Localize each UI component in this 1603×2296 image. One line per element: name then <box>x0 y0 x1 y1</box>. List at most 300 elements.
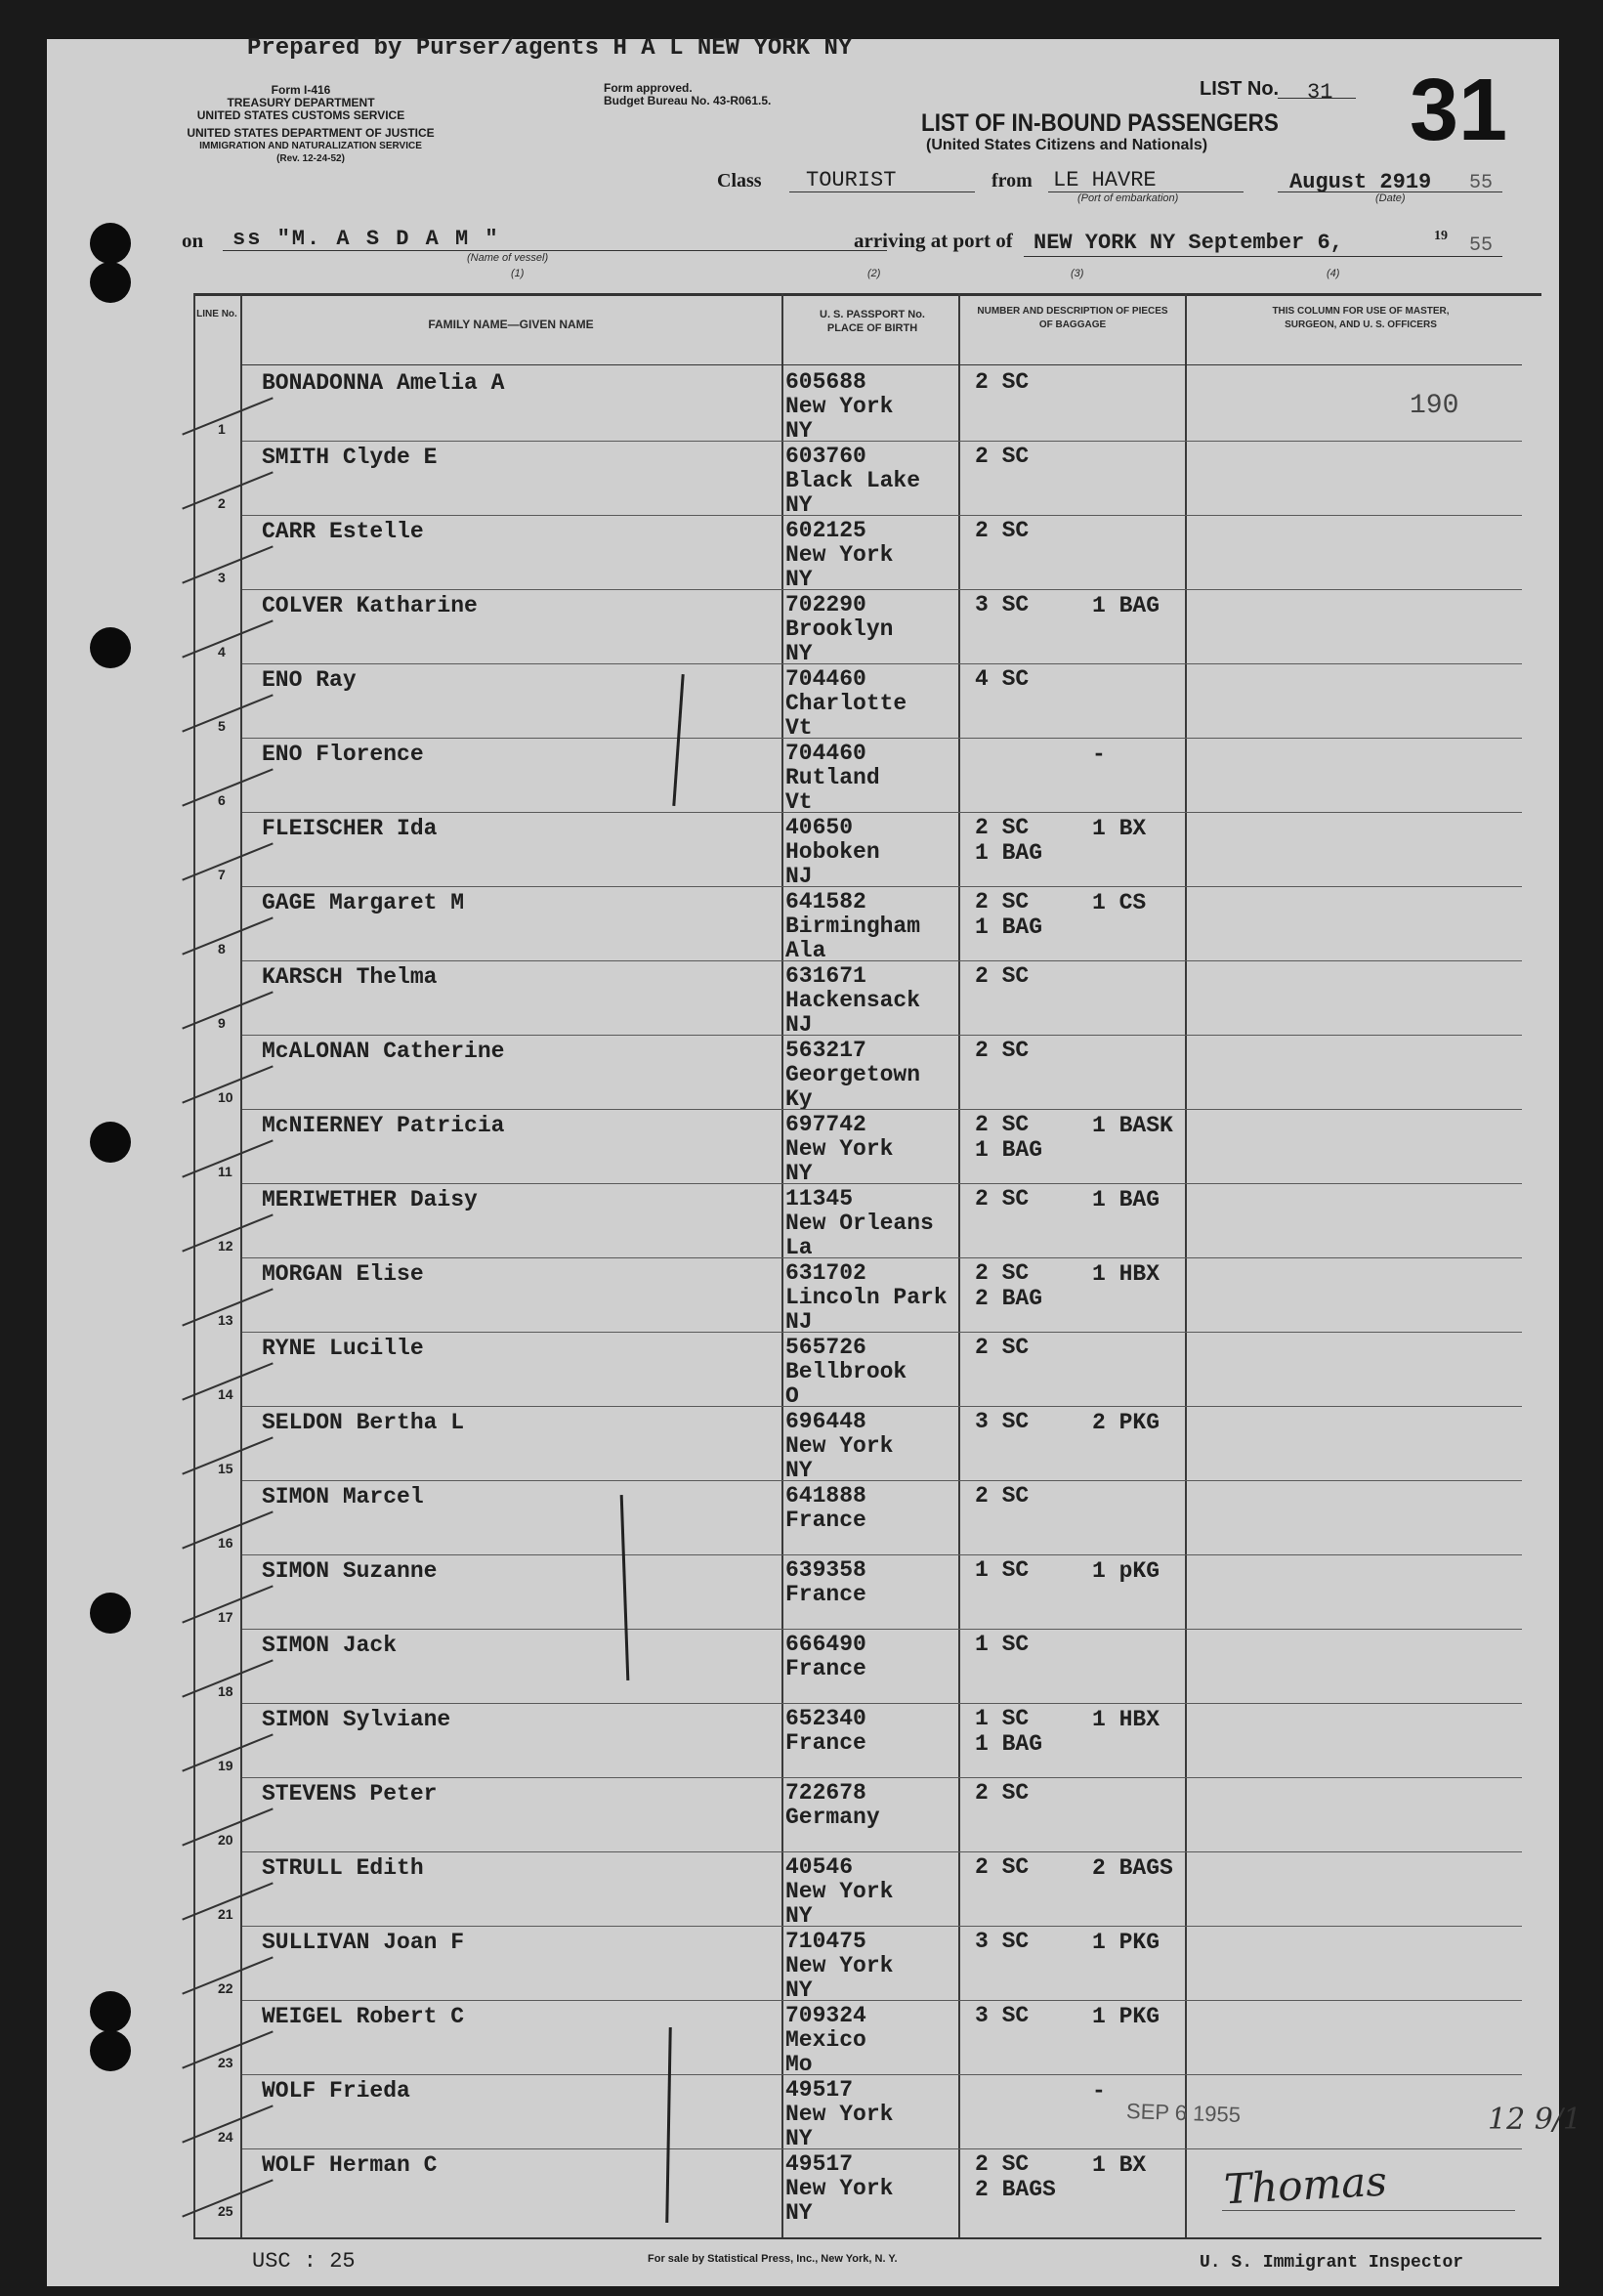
passenger-name: SIMON Jack <box>262 1633 398 1658</box>
col-officers: THIS COLUMN FOR USE OF MASTER, SURGEON, AND U. S. OFFICERS <box>1272 306 1450 330</box>
officer-note: 190 <box>1410 391 1459 421</box>
row-divider <box>242 812 1522 813</box>
baggage-count: 1 SC <box>975 1557 1030 1583</box>
passport-number: 702290 <box>785 592 866 617</box>
baggage-extra: 1 BAG <box>1092 1187 1160 1212</box>
date-stamp: SEP 6 1955 <box>1125 2098 1242 2128</box>
birth-state: NY <box>785 641 813 666</box>
passport-number: 641888 <box>785 1483 866 1509</box>
table-row <box>47 1035 1559 1112</box>
passenger-name: MORGAN Elise <box>262 1261 424 1287</box>
line-number: 1 <box>218 421 226 437</box>
prepared-by: Prepared by Purser/agents H A L NEW YORK NY <box>247 35 853 62</box>
line-number: 3 <box>218 570 226 585</box>
passport-number: 49517 <box>785 2151 854 2177</box>
line-number: 21 <box>218 1906 233 1922</box>
birth-state: NY <box>785 418 813 444</box>
row-divider <box>242 2074 1522 2075</box>
passenger-name: CARR Estelle <box>262 519 424 544</box>
row-divider <box>242 1257 1522 1258</box>
passport-number: 605688 <box>785 369 866 395</box>
check-mark <box>182 842 273 880</box>
baggage-count: 1 SC <box>975 1632 1030 1657</box>
row-divider <box>242 1109 1522 1110</box>
line-number: 14 <box>218 1386 233 1402</box>
baggage-extra: 1 BAG <box>1092 593 1160 618</box>
list-no-label: LIST No. <box>1200 78 1280 100</box>
place-of-birth: Birmingham <box>785 914 921 939</box>
passport-number: 11345 <box>785 1186 854 1212</box>
row-divider <box>242 1777 1522 1778</box>
row-divider <box>242 1480 1522 1481</box>
table-row <box>47 1480 1559 1554</box>
baggage-second-line: 1 BAG <box>975 840 1043 866</box>
line-number: 24 <box>218 2129 233 2145</box>
table-row <box>47 1703 1559 1777</box>
place-of-birth: Charlotte <box>785 691 907 716</box>
caption-1: (1) <box>511 268 525 279</box>
baggage-count: 3 SC <box>975 592 1030 617</box>
form-subtitle: (United States Citizens and Nationals) <box>926 137 1208 153</box>
passenger-name: McNIERNEY Patricia <box>262 1113 505 1138</box>
table-row <box>47 1926 1559 2003</box>
col-baggage: NUMBER AND DESCRIPTION OF PIECES OF BAGGAGE <box>977 306 1168 330</box>
caption-3: (3) <box>1071 268 1084 279</box>
baggage-count: 2 SC <box>975 369 1030 395</box>
table-row <box>47 441 1559 518</box>
passport-block <box>785 445 920 518</box>
baggage-second-line: 1 BAG <box>975 1731 1043 1757</box>
passenger-name: FLEISCHER Ida <box>262 816 438 841</box>
passport-block <box>785 1855 893 1929</box>
line-number: 17 <box>218 1609 233 1625</box>
birth-state: Ky <box>785 1086 813 1112</box>
birth-state: NJ <box>785 1309 813 1335</box>
passport-block <box>785 2078 893 2151</box>
passport-block <box>785 2004 866 2077</box>
baggage-count: 4 SC <box>975 666 1030 692</box>
form-approved <box>604 82 771 107</box>
passport-number: 40650 <box>785 815 854 840</box>
passport-block <box>785 1039 920 1112</box>
line-number: 4 <box>218 644 226 659</box>
header-rule <box>240 364 1522 365</box>
passenger-name: ENO Florence <box>262 742 424 767</box>
check-mark <box>182 694 273 732</box>
baggage-count: 3 SC <box>975 2003 1030 2028</box>
line-number: 19 <box>218 1758 233 1773</box>
passport-number: 639358 <box>785 1557 866 1583</box>
list-no-value: 31 <box>1307 80 1333 105</box>
punch-hole <box>90 262 131 303</box>
on-label: on <box>182 229 204 252</box>
baggage-extra: 1 HBX <box>1092 1707 1160 1732</box>
usc-count: USC : 25 <box>252 2249 356 2274</box>
row-divider <box>242 1851 1522 1852</box>
line-number: 10 <box>218 1089 233 1105</box>
class-rule <box>789 191 975 192</box>
check-mark <box>182 991 273 1029</box>
inspector-initials: 12 9/1 <box>1488 2103 1582 2137</box>
line-number: 11 <box>218 1164 232 1179</box>
line-number: 8 <box>218 941 226 957</box>
arriving-label: arriving at port of <box>854 229 1013 252</box>
table-row <box>47 1406 1559 1483</box>
passenger-name: RYNE Lucille <box>262 1336 424 1361</box>
passenger-name: SMITH Clyde E <box>262 445 438 470</box>
check-mark <box>182 471 273 509</box>
passport-block <box>785 1113 893 1186</box>
baggage-second-line: 1 BAG <box>975 1137 1043 1163</box>
birth-state: NY <box>785 1458 813 1483</box>
passenger-name: STEVENS Peter <box>262 1781 438 1807</box>
line-number: 16 <box>218 1535 233 1551</box>
table-row <box>47 886 1559 963</box>
table-row <box>47 2074 1559 2151</box>
place-of-birth: France <box>785 1730 866 1756</box>
date-caption: (Date) <box>1375 192 1406 204</box>
birth-state: Vt <box>785 715 813 741</box>
baggage-count: 2 SC <box>975 1186 1030 1212</box>
department-block <box>164 127 457 165</box>
line-number: 2 <box>218 495 226 511</box>
form-title: LIST OF IN-BOUND PASSENGERS <box>921 109 1279 137</box>
passport-block <box>785 1484 866 1533</box>
port-caption: (Port of embarkation) <box>1077 192 1179 204</box>
baggage-count: 3 SC <box>975 1929 1030 1954</box>
vessel-name: ss "M. A S D A M " <box>232 227 500 251</box>
passenger-name: McALONAN Catherine <box>262 1039 505 1064</box>
baggage-extra: 1 pKG <box>1092 1558 1160 1584</box>
row-divider <box>242 1406 1522 1407</box>
place-of-birth: France <box>785 1582 866 1607</box>
passenger-name: SELDON Bertha L <box>262 1410 465 1435</box>
passenger-name: WOLF Herman C <box>262 2152 438 2178</box>
table-row <box>47 812 1559 889</box>
port-of-embarkation: LE HAVRE <box>1053 168 1157 192</box>
row-divider <box>242 663 1522 664</box>
place-of-birth: New York <box>785 542 894 568</box>
baggage-second-line: 2 BAGS <box>975 2177 1056 2202</box>
birth-state: O <box>785 1383 799 1409</box>
place-of-birth: New York <box>785 1953 894 1978</box>
baggage-count: 2 SC <box>975 1780 1030 1806</box>
birth-state: NJ <box>785 864 813 889</box>
place-of-birth: Rutland <box>785 765 880 790</box>
place-of-birth: Bellbrook <box>785 1359 907 1384</box>
birth-state: NY <box>785 567 813 592</box>
table-row <box>47 515 1559 592</box>
arrival-year: 55 <box>1469 234 1494 257</box>
form-line: Form I-416 <box>271 83 331 97</box>
table-row <box>47 1777 1559 1851</box>
passport-block <box>785 742 880 815</box>
passenger-name: STRULL Edith <box>262 1855 424 1881</box>
place-of-birth: Mexico <box>785 2027 866 2053</box>
check-mark <box>182 397 273 435</box>
passport-number: 40546 <box>785 1854 854 1880</box>
line-number: 5 <box>218 718 226 734</box>
passenger-name: ENO Ray <box>262 667 357 693</box>
vessel-rule <box>223 250 887 251</box>
birth-state: NJ <box>785 1012 813 1038</box>
line-number: 18 <box>218 1683 233 1699</box>
line-number: 7 <box>218 867 226 882</box>
line-number: 13 <box>218 1312 233 1328</box>
place-of-birth: New York <box>785 1433 894 1459</box>
line-number: 25 <box>218 2203 233 2219</box>
passenger-name: BONADONNA Amelia A <box>262 370 505 396</box>
passport-number: 602125 <box>785 518 866 543</box>
baggage-count: 2 SC <box>975 1335 1030 1360</box>
place-of-birth: France <box>785 1656 866 1681</box>
class-label: Class <box>717 170 762 191</box>
table-row <box>47 738 1559 815</box>
check-mark <box>182 916 273 955</box>
birth-state: Vt <box>785 789 813 815</box>
table-row <box>47 1332 1559 1409</box>
baggage-count: 2 SC <box>975 1038 1030 1063</box>
table-row <box>47 1109 1559 1186</box>
baggage-count: 2 SC <box>975 815 1030 840</box>
row-divider <box>242 1332 1522 1333</box>
passport-number: 722678 <box>785 1780 866 1806</box>
passenger-name: GAGE Margaret M <box>262 890 465 915</box>
baggage-count: 2 SC <box>975 1112 1030 1137</box>
place-of-birth: Lincoln Park <box>785 1285 948 1310</box>
caption-4: (4) <box>1327 268 1340 279</box>
table-row <box>47 2000 1559 2077</box>
table-row <box>47 366 1559 444</box>
passenger-name: WOLF Frieda <box>262 2078 410 2104</box>
list-date: August 2919 <box>1289 170 1432 194</box>
row-divider <box>242 1703 1522 1704</box>
table-top-border <box>193 293 1541 296</box>
table-row <box>47 1851 1559 1929</box>
dept-line: UNITED STATES DEPARTMENT OF JUSTICE <box>187 126 435 140</box>
place-of-birth: Georgetown <box>785 1062 921 1087</box>
place-of-birth: New York <box>785 1136 894 1162</box>
form-line: UNITED STATES CUSTOMS SERVICE <box>196 108 405 122</box>
birth-state: NY <box>785 2126 813 2151</box>
passport-number: 704460 <box>785 741 866 766</box>
passport-block <box>785 1410 893 1483</box>
punch-hole <box>90 1991 131 2032</box>
passport-number: 709324 <box>785 2003 866 2028</box>
row-divider <box>242 441 1522 442</box>
birth-state: NY <box>785 1903 813 1929</box>
place-of-birth: France <box>785 1508 866 1533</box>
punch-hole <box>90 1122 131 1163</box>
passenger-name: SIMON Sylviane <box>262 1707 451 1732</box>
passenger-name: SIMON Suzanne <box>262 1558 438 1584</box>
row-divider <box>242 2000 1522 2001</box>
place-of-birth: New Orleans <box>785 1211 934 1236</box>
punch-hole <box>90 1593 131 1634</box>
line-number: 15 <box>218 1461 233 1476</box>
passport-block <box>785 519 893 592</box>
list-no-big: 31 <box>1410 62 1508 159</box>
birth-state: La <box>785 1235 813 1260</box>
row-divider <box>242 1035 1522 1036</box>
table-row <box>47 1554 1559 1629</box>
row-divider <box>242 960 1522 961</box>
passport-block <box>785 890 920 963</box>
passport-block <box>785 1336 907 1409</box>
baggage-extra: 1 PKG <box>1092 1930 1160 1955</box>
signature-line <box>1222 2210 1515 2211</box>
check-mark <box>182 619 273 658</box>
baggage-extra: 1 BASK <box>1092 1113 1173 1138</box>
baggage-extra: - <box>1092 742 1106 767</box>
baggage-count: 2 SC <box>975 2151 1030 2177</box>
arrival-year-prefix: 19 <box>1434 229 1448 243</box>
baggage-count: 2 SC <box>975 963 1030 989</box>
col-line-no: LINE No. <box>196 309 237 319</box>
table-row <box>47 589 1559 666</box>
table-row <box>47 960 1559 1038</box>
birth-state: NY <box>785 1161 813 1186</box>
passenger-name: WEIGEL Robert C <box>262 2004 465 2029</box>
baggage-count: 2 SC <box>975 1483 1030 1509</box>
line-number: 9 <box>218 1015 226 1031</box>
passport-number: 565726 <box>785 1335 866 1360</box>
baggage-extra: 1 BX <box>1092 816 1147 841</box>
form-approved-line: Budget Bureau No. 43-R061.5. <box>604 94 772 107</box>
birth-state: Mo <box>785 2052 813 2077</box>
line-number: 22 <box>218 1980 233 1996</box>
passport-number: 696448 <box>785 1409 866 1434</box>
line-number: 20 <box>218 1832 233 1848</box>
printer-credit: For sale by Statistical Press, Inc., New York, N. Y. <box>648 2253 898 2265</box>
place-of-birth: Hoboken <box>785 839 880 865</box>
passport-number: 704460 <box>785 666 866 692</box>
arrival-rule <box>1024 256 1502 257</box>
passenger-name: MERIWETHER Daisy <box>262 1187 478 1212</box>
check-mark <box>182 545 273 583</box>
arrival-port: NEW YORK NY September 6, <box>1034 231 1343 255</box>
list-date-year: 55 <box>1469 172 1494 194</box>
manifest-page <box>47 35 1582 2286</box>
row-divider <box>242 1629 1522 1630</box>
passport-number: 666490 <box>785 1632 866 1657</box>
line-number: 12 <box>218 1238 233 1254</box>
row-divider <box>242 738 1522 739</box>
table-bottom-border <box>193 2237 1541 2239</box>
passenger-name: COLVER Katharine <box>262 593 478 618</box>
dept-line: IMMIGRATION AND NATURALIZATION SERVICE <box>199 141 422 151</box>
passenger-name: SULLIVAN Joan F <box>262 1930 465 1955</box>
col-passport: U. S. PASSPORT No. PLACE OF BIRTH <box>820 309 925 334</box>
baggage-extra: 2 PKG <box>1092 1410 1160 1435</box>
place-of-birth: New York <box>785 1879 894 1904</box>
baggage-count: 2 SC <box>975 444 1030 469</box>
place-of-birth: New York <box>785 2176 894 2201</box>
passenger-name: SIMON Marcel <box>262 1484 424 1509</box>
passport-block <box>785 667 907 741</box>
baggage-second-line: 1 BAG <box>975 914 1043 940</box>
inspector-signature: Thomas <box>1222 2156 1388 2214</box>
row-divider <box>242 589 1522 590</box>
punch-hole <box>90 627 131 668</box>
passport-number: 641582 <box>785 889 866 914</box>
passport-number: 631702 <box>785 1260 866 1286</box>
caption-2: (2) <box>867 268 881 279</box>
place-of-birth: Black Lake <box>785 468 921 493</box>
baggage-count: 1 SC <box>975 1706 1030 1731</box>
passport-block <box>785 1558 866 1607</box>
baggage-second-line: 2 BAG <box>975 1286 1043 1311</box>
table-row <box>47 1629 1559 1703</box>
passport-block <box>785 1261 948 1335</box>
dept-line: (Rev. 12-24-52) <box>276 153 345 164</box>
place-of-birth: New York <box>785 394 894 419</box>
place-of-birth: Brooklyn <box>785 617 894 642</box>
passenger-name: KARSCH Thelma <box>262 964 438 990</box>
row-divider <box>242 1554 1522 1555</box>
form-approved-line: Form approved. <box>604 81 693 95</box>
baggage-extra: 1 BX <box>1092 2152 1147 2178</box>
passport-block <box>785 1930 893 2003</box>
punch-hole <box>90 2030 131 2071</box>
inspector-title: U. S. Immigrant Inspector <box>1200 2253 1464 2273</box>
baggage-count: 2 SC <box>975 1854 1030 1880</box>
passport-block <box>785 816 880 889</box>
row-divider <box>242 886 1522 887</box>
place-of-birth: Germany <box>785 1805 880 1830</box>
line-number: 23 <box>218 2055 233 2070</box>
passport-number: 563217 <box>785 1038 866 1063</box>
place-of-birth: New York <box>785 2102 894 2127</box>
birth-state: NY <box>785 1977 813 2003</box>
passport-block <box>785 593 893 666</box>
row-divider <box>242 1183 1522 1184</box>
from-label: from <box>991 170 1033 191</box>
baggage-extra: 1 CS <box>1092 890 1147 915</box>
passport-block <box>785 1781 880 1830</box>
baggage-extra: 1 PKG <box>1092 2004 1160 2029</box>
passport-number: 710475 <box>785 1929 866 1954</box>
form-line: TREASURY DEPARTMENT <box>227 96 375 109</box>
passport-number: 49517 <box>785 2077 854 2103</box>
form-number-block <box>164 84 438 122</box>
passport-number: 631671 <box>785 963 866 989</box>
baggage-extra: 2 BAGS <box>1092 1855 1173 1881</box>
passport-number: 652340 <box>785 1706 866 1731</box>
table-row <box>47 1257 1559 1335</box>
place-of-birth: Hackensack <box>785 988 921 1013</box>
table-row <box>47 663 1559 741</box>
row-divider <box>242 2148 1522 2149</box>
baggage-count: 3 SC <box>975 1409 1030 1434</box>
vessel-caption: (Name of vessel) <box>467 252 549 264</box>
baggage-extra: - <box>1092 2078 1106 2104</box>
birth-state: NY <box>785 492 813 518</box>
birth-state: Ala <box>785 938 826 963</box>
birth-state: NY <box>785 2200 813 2226</box>
row-divider <box>242 1926 1522 1927</box>
row-divider <box>242 515 1522 516</box>
passport-block <box>785 370 893 444</box>
passport-block <box>785 1633 866 1681</box>
baggage-count: 2 SC <box>975 1260 1030 1286</box>
passport-block <box>785 1707 866 1756</box>
baggage-extra: 1 HBX <box>1092 1261 1160 1287</box>
passport-block <box>785 964 920 1038</box>
punch-hole <box>90 223 131 264</box>
class-value: TOURIST <box>806 168 897 192</box>
baggage-count: 2 SC <box>975 889 1030 914</box>
